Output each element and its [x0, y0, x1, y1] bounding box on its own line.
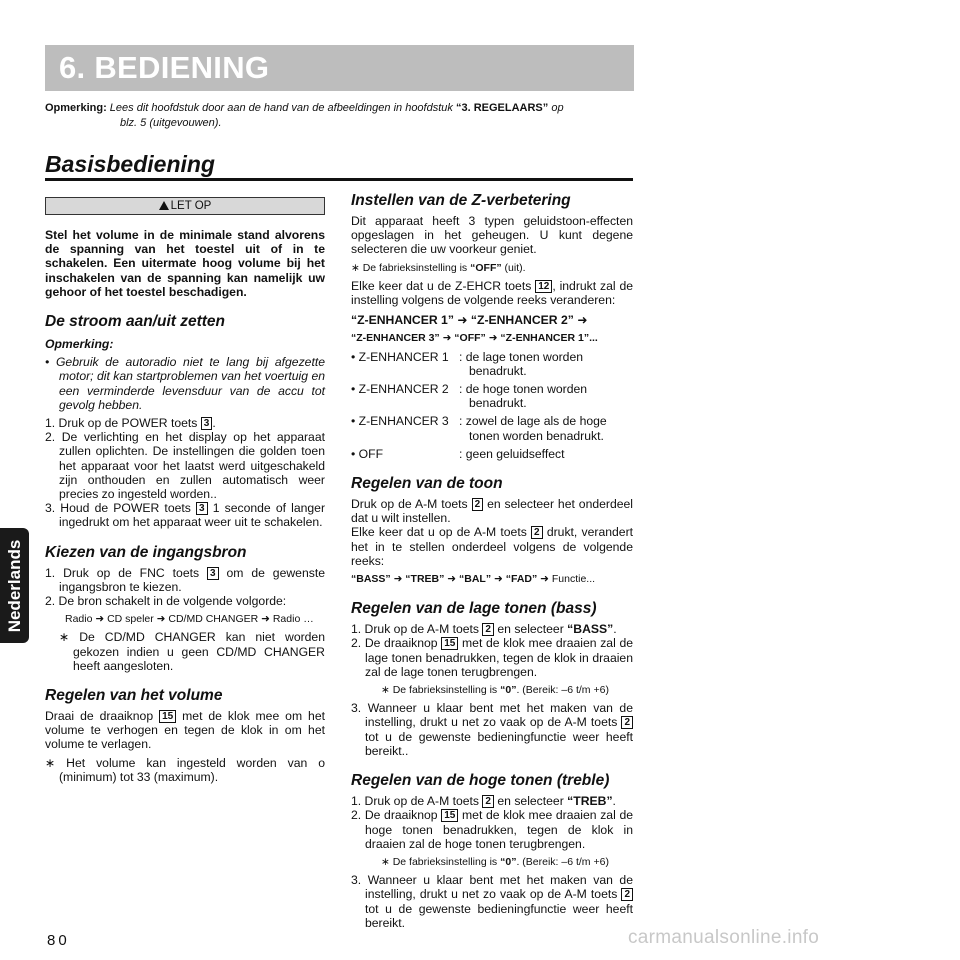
treble-step-2: 2. De draaiknop 15 met de klok mee draaien zal de hoge tonen benadrukken, tegen de klok in draaien zal de hoge tonen terugbrengen. — [351, 808, 633, 851]
chapter-remark — [45, 101, 635, 131]
bass-step-3: 3. Wanneer u klaar bent met het maken van de instelling, drukt u net zo vaak op de A-M toets 2 tot u de gewenste bedieningfunctie weer heeft bereikt.. — [351, 701, 633, 758]
source-step-2: 2. De bron schakelt in de volgende volgorde: — [45, 594, 287, 609]
language-tab — [0, 528, 29, 643]
zenhance-sequence-2: “Z-ENHANCER 3” ➜ “OFF” ➜ “Z-ENHANCER 1”... — [351, 332, 598, 345]
volume-text: Draai de draaiknop 15 met de klok mee om het volume te verhogen en tegen de klok in om het volume te verlagen. — [45, 709, 326, 752]
power-step-2: 2. De verlichting en het display op het apparaat zullen oplichten. De instellingen die golden toen het apparaat voor het laatst werd uitgeschakeld zijn onthouden en zullen automatisch weer precies zo ingesteld worden.. — [45, 430, 325, 502]
treble-step-1: 1. Druk op de A-M toets 2 en selecteer “TREB”. — [351, 794, 616, 809]
key-badge: 2 — [621, 888, 633, 901]
bass-heading: Regelen van de lage tonen (bass) — [351, 600, 597, 618]
key-badge: 3 — [207, 567, 219, 580]
tone-text-1: Druk op de A-M toets 2 en selecteer het onderdeel dat u wilt instellen. — [351, 497, 634, 526]
volume-heading: Regelen van het volume — [45, 687, 223, 705]
zenhance-item: • Z-ENHANCER 2 : de hoge tonen worden benadrukt. — [351, 382, 588, 411]
zenhance-item: • OFF : geen geluidseffect — [351, 446, 565, 461]
zenhance-factory: ∗ De fabrieksinstelling is “OFF” (uit). — [351, 261, 526, 274]
zenhance-sequence-1: “Z-ENHANCER 1” ➜ “Z-ENHANCER 2” ➜ — [351, 313, 588, 328]
zenhance-item: • Z-ENHANCER 3 : zowel de lage als de hoge tonen worden benadrukt. — [351, 414, 607, 443]
key-badge: 2 — [482, 623, 494, 636]
power-step-1: 1. Druk op de POWER toets 3 . — [45, 416, 216, 431]
section-title: Basisbediening — [45, 151, 215, 177]
key-badge: 3 — [196, 502, 208, 515]
zenhance-press: Elke keer dat u de Z-EHCR toets 12 , indrukt zal de instelling volgens de volgende reeks veranderen: — [351, 278, 634, 308]
warning-icon — [159, 201, 169, 210]
power-heading: De stroom aan/uit zetten — [45, 313, 225, 331]
power-note-text: • Gebruik de autoradio niet te lang bij afgezette motor; dit kan startproblemen van het voertuig en een verminderde levensduur van de accu tot gevolg hebben. — [45, 355, 325, 412]
chapter-banner — [45, 45, 634, 91]
treble-step-3: 3. Wanneer u klaar bent met het maken van de instelling, drukt u net zo vaak op de A-M toets 2 tot u de gewenste bedieningfunctie weer heeft bereikt. — [351, 873, 633, 930]
key-badge: 15 — [159, 710, 176, 723]
left-column — [45, 197, 325, 784]
bass-step-2: 2. De draaiknop 15 met de klok mee draaien zal de lage tonen benadrukken, tegen de klok in draaien zal de lage tonen terugbrengen. — [351, 636, 633, 679]
remark-text-line2: blz. 5 (uitgevouwen). — [120, 117, 222, 129]
source-note: ∗ De CD/MD CHANGER kan niet worden gekozen indien u geen CD/MD CHANGER heeft aangesloten. — [59, 630, 325, 673]
key-badge: 3 — [201, 417, 213, 430]
key-badge: 2 — [621, 716, 633, 729]
power-step-3: 3. Houd de POWER toets 3 1 seconde of langer ingedrukt om het apparaat weer uit te schakelen. — [45, 501, 325, 530]
page-number: 80 — [47, 932, 70, 949]
tone-text-2: Elke keer dat u op de A-M toets 2 drukt, verandert het in te stellen onderdeel volgens de volgende reeks: — [351, 525, 634, 568]
tone-heading: Regelen van de toon — [351, 475, 503, 493]
bass-factory: ∗ De fabrieksinstelling is “0”. (Bereik: –6 t/m +6) — [381, 684, 609, 697]
right-column — [351, 192, 633, 930]
language-tab-label: Nederlands — [4, 539, 24, 632]
source-step-1: 1. Druk op de FNC toets 3 om de gewenste ingangsbron te kiezen. — [45, 565, 325, 594]
caution-label: LET OP — [170, 200, 212, 212]
remark-text: Lees dit hoofdstuk door aan de hand van de afbeeldingen in hoofdstuk “3. REGELAARS” op — [109, 102, 564, 114]
zenhance-intro: Dit apparaat heeft 3 typen geluidstoon-effecten opgeslagen in het geheugen. U kunt degene selecteren die uw voorkeur geniet. — [351, 214, 633, 257]
key-badge: 2 — [531, 526, 543, 539]
caution-text: Stel het volume in de minimale stand alvorens de spanning van het toestel uit of in te schakelen. Een uitermate hoog volume bij het inschakelen van de spanning kan namelijk uw gehoor of het toestel beschadigen. — [45, 228, 325, 299]
key-badge: 2 — [472, 498, 484, 511]
treble-heading: Regelen van de hoge tonen (treble) — [351, 772, 610, 790]
power-note-label: Opmerking: — [45, 337, 114, 352]
tone-sequence: “BASS” ➜ “TREB” ➜ “BAL” ➜ “FAD” ➜ Functie... — [351, 573, 596, 586]
key-badge: 15 — [441, 809, 458, 822]
zenhance-item: • Z-ENHANCER 1 : de lage tonen worden benadrukt. — [351, 349, 583, 378]
section-divider — [45, 178, 633, 181]
chapter-title: 6. BEDIENING — [59, 50, 270, 85]
key-badge: 12 — [535, 280, 552, 293]
volume-note: ∗ Het volume kan ingesteld worden van o (minimum) tot 33 (maximum). — [45, 755, 325, 784]
treble-factory: ∗ De fabrieksinstelling is “0”. (Bereik: –6 t/m +6) — [381, 855, 609, 868]
remark-label: Opmerking: — [45, 102, 107, 114]
source-heading: Kiezen van de ingangsbron — [45, 543, 247, 561]
source-sequence: Radio ➜ CD speler ➜ CD/MD CHANGER ➜ Radio … — [65, 613, 314, 626]
key-badge: 2 — [482, 795, 494, 808]
zenhance-heading: Instellen van de Z-verbetering — [351, 192, 571, 209]
bass-step-1: 1. Druk op de A-M toets 2 en selecteer “BASS”. — [351, 622, 617, 637]
key-badge: 15 — [441, 637, 458, 650]
watermark: carmanualsonline.info — [628, 927, 820, 948]
caution-box — [45, 197, 325, 215]
